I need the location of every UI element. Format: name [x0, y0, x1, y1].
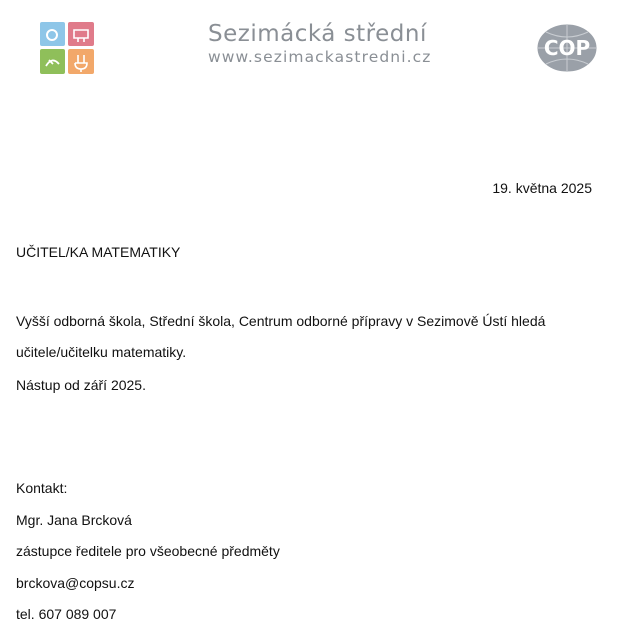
job-title: UČITEL/KA MATEMATIKY: [16, 244, 181, 260]
job-description-line-2: učitele/učitelku matematiky.: [16, 344, 187, 360]
contact-label: Kontakt:: [16, 480, 68, 496]
contact-block: [16, 480, 280, 638]
cop-logo-text: COP: [543, 36, 591, 60]
contact-name: Mgr. Jana Brcková: [16, 511, 132, 528]
job-description: [16, 306, 545, 368]
school-logo-icon: [40, 22, 94, 74]
brand-name: Sezimácká střední: [208, 21, 427, 47]
letterhead: [0, 0, 634, 90]
contact-email[interactable]: brckova@copsu.cz: [16, 574, 135, 591]
start-date: Nástup od září 2025.: [16, 377, 146, 393]
letter-date: 19. května 2025: [492, 180, 592, 196]
brand-block: [208, 20, 448, 66]
cop-logo-icon: [536, 22, 598, 74]
contact-phone[interactable]: tel. 607 089 007: [16, 606, 117, 622]
job-description-line-1: Vyšší odborná škola, Střední škola, Centrum odborné přípravy v Sezimově Ústí hledá: [16, 313, 546, 329]
contact-role: zástupce ředitele pro všeobecné předměty: [16, 543, 280, 559]
brand-url: www.sezimackastredni.cz: [208, 48, 432, 66]
